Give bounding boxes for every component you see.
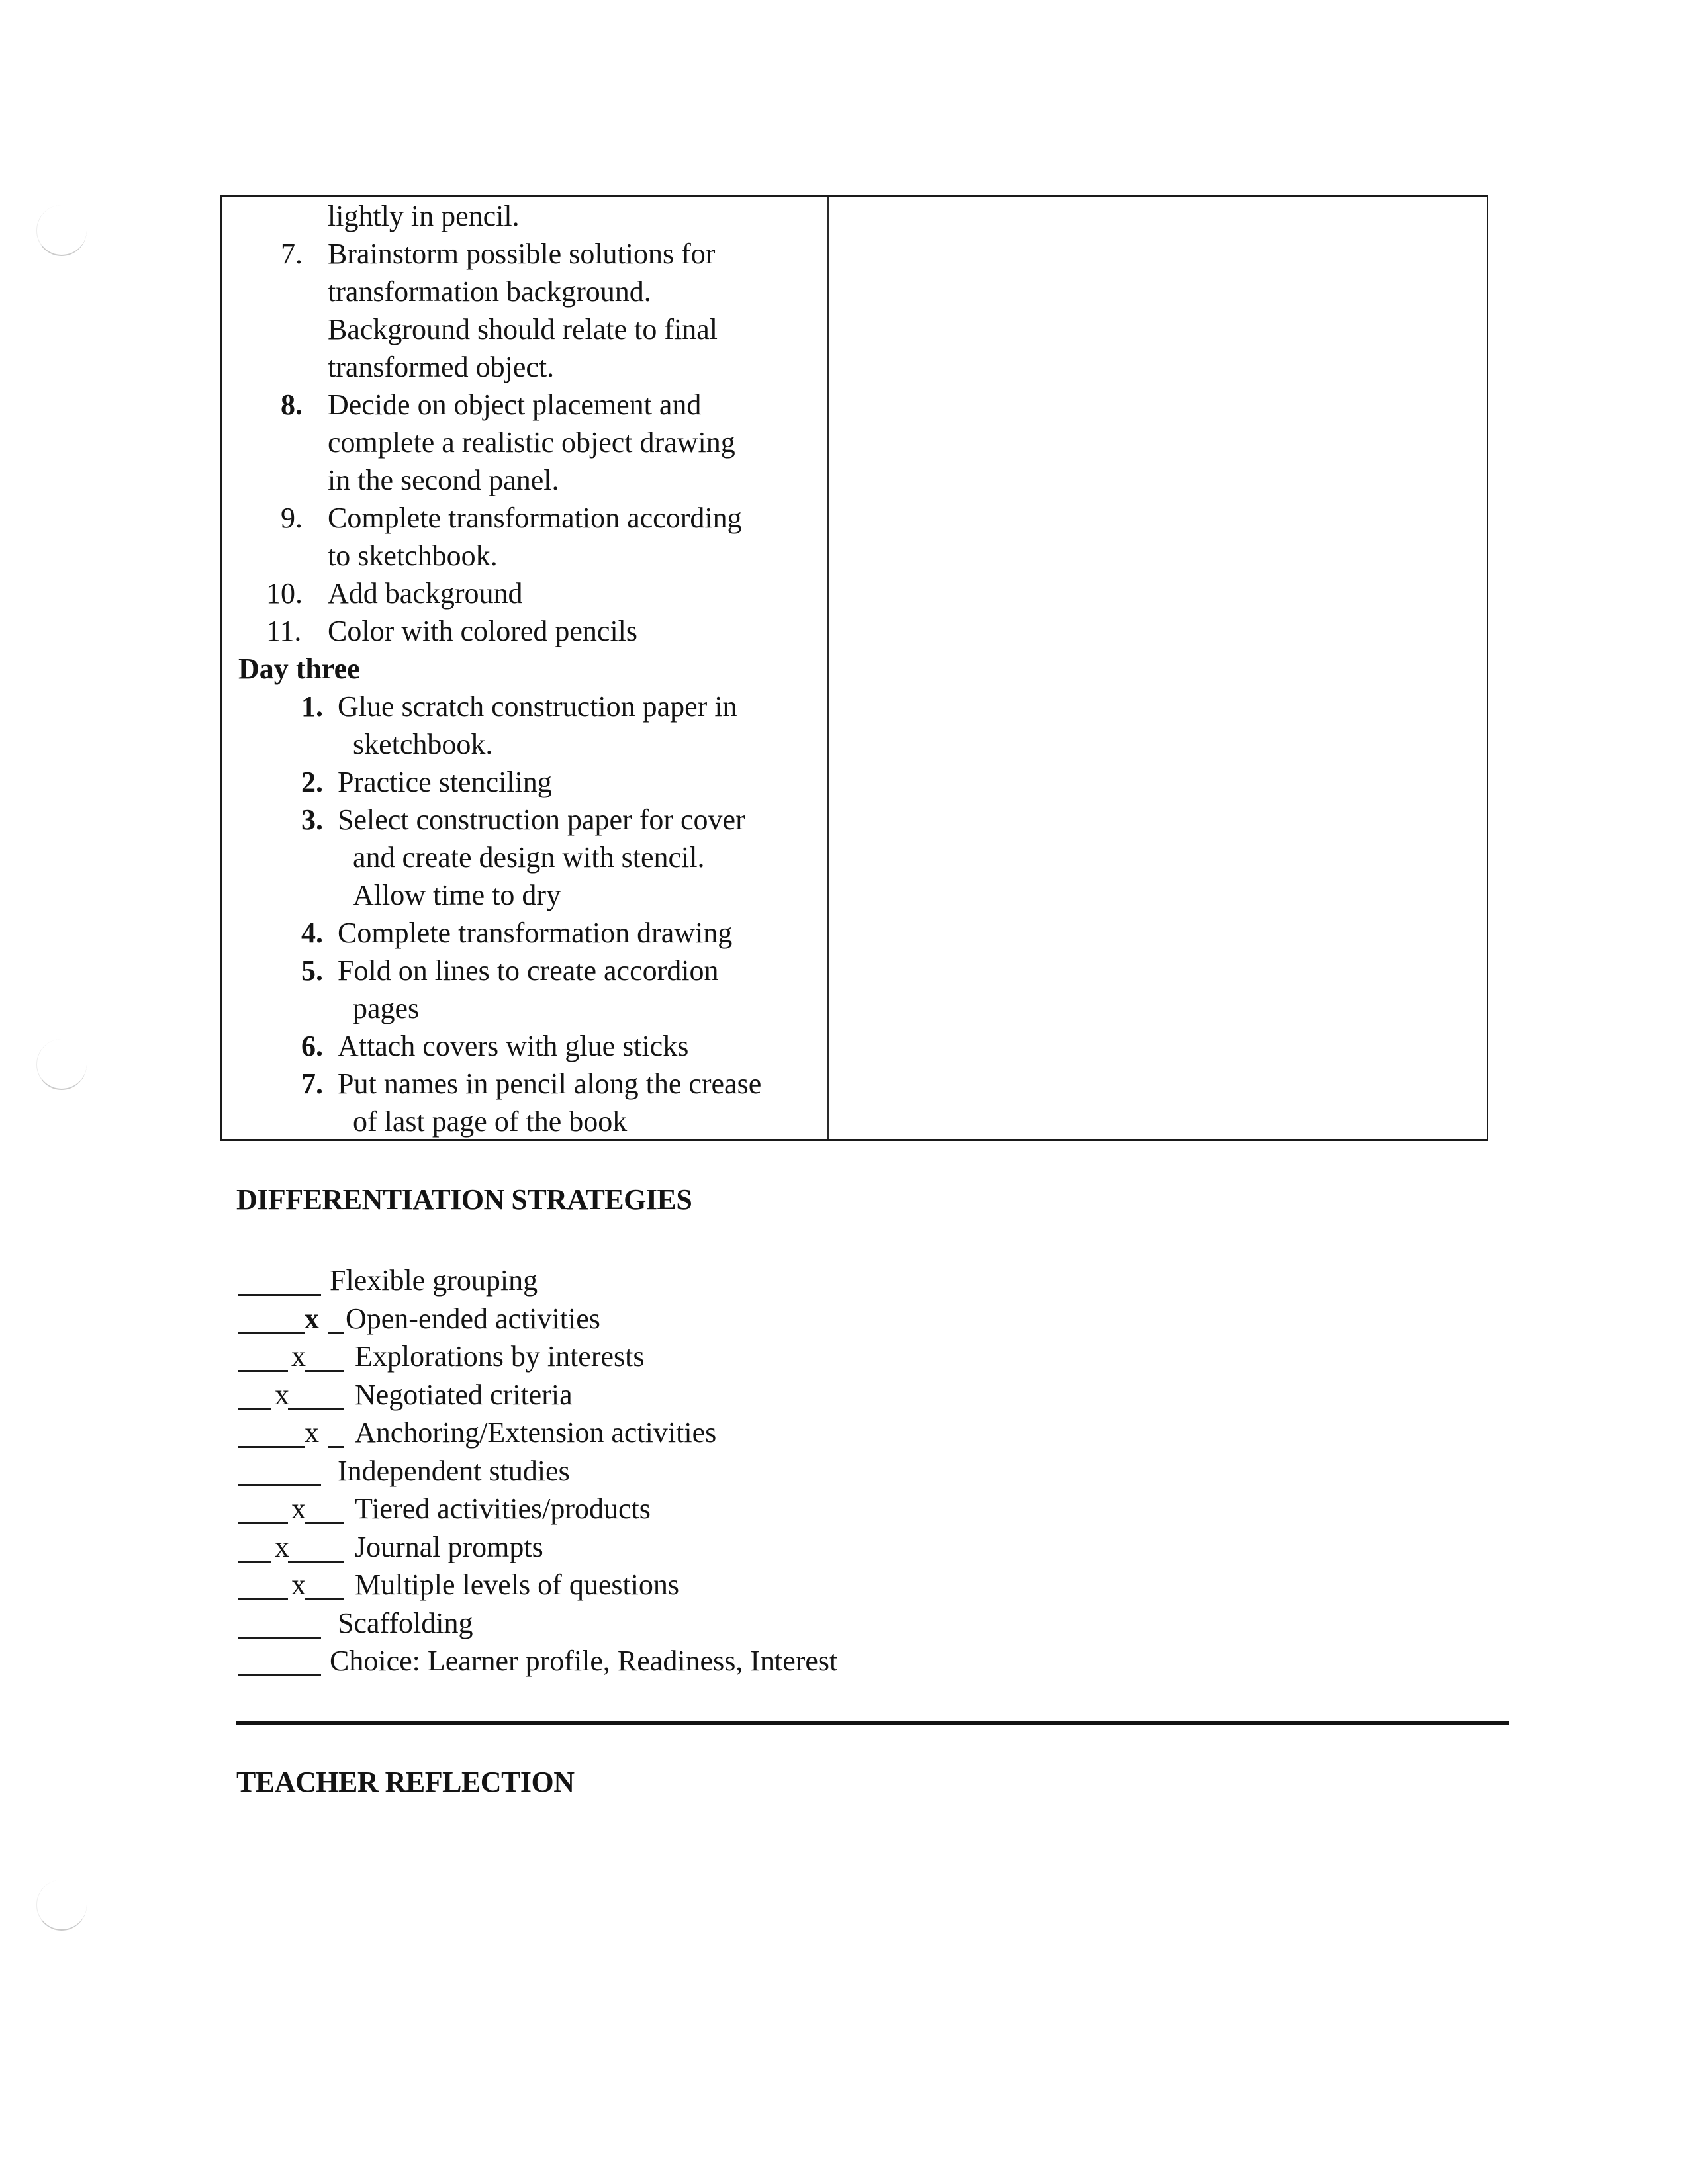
step-number: 1.: [301, 690, 323, 723]
checkbox-blank-line[interactable]: [238, 1561, 271, 1563]
checkbox-blank-line[interactable]: [238, 1637, 321, 1639]
step-text: of last page of the book: [353, 1105, 628, 1138]
step-text: Put names in pencil along the crease: [338, 1068, 762, 1100]
strategy-label: Flexible grouping: [330, 1264, 538, 1297]
step-text: Practice stenciling: [338, 766, 552, 798]
strategy-label: Choice: Learner profile, Readiness, Interest: [330, 1645, 838, 1677]
step-text: Brainstorm possible solutions for: [328, 238, 716, 270]
strategy-item: [238, 1342, 1099, 1375]
step-text: transformation background.: [328, 275, 651, 308]
strategy-item: [238, 1266, 1099, 1299]
step-number: 7.: [281, 238, 303, 270]
check-mark: x: [275, 1530, 289, 1563]
differentiation-heading: DIFFERENTIATION STRATEGIES: [236, 1183, 692, 1216]
teacher-reflection-heading: TEACHER REFLECTION: [236, 1766, 575, 1798]
check-mark: x: [291, 1340, 306, 1373]
checkbox-blank-line[interactable]: [305, 1522, 344, 1524]
step-text: and create design with stencil.: [353, 841, 705, 874]
checkbox-blank-line[interactable]: [238, 1370, 288, 1372]
step-number: 3.: [301, 803, 323, 836]
day-three-heading: Day three: [238, 653, 360, 685]
step-number: 9.: [281, 502, 303, 534]
check-mark: x: [291, 1569, 306, 1601]
strategy-item: [238, 1418, 1099, 1451]
strategy-item: [238, 1647, 1099, 1680]
strategy-label: Multiple levels of questions: [355, 1569, 680, 1601]
checkbox-blank-line[interactable]: [238, 1598, 288, 1600]
checkbox-blank-line[interactable]: [305, 1370, 344, 1372]
checkbox-blank-line[interactable]: [328, 1446, 344, 1448]
strategy-label: Explorations by interests: [355, 1340, 645, 1373]
strategy-label: Anchoring/Extension activities: [355, 1416, 717, 1449]
step-number: 6.: [301, 1030, 323, 1062]
lesson-procedure-table: [220, 195, 1488, 1141]
step-text: in the second panel.: [328, 464, 559, 496]
step-text: sketchbook.: [353, 728, 493, 760]
step-number: 10.: [266, 577, 303, 610]
notes-cell: [831, 197, 1487, 1139]
step-text: complete a realistic object drawing: [328, 426, 735, 459]
checkbox-blank-line[interactable]: [328, 1332, 344, 1334]
strategy-label: Open-ended activities: [346, 1302, 600, 1335]
check-mark: x: [305, 1302, 319, 1335]
step-text: Select construction paper for cover: [338, 803, 745, 836]
step-text: Decide on object placement and: [328, 388, 702, 421]
checkbox-blank-line[interactable]: [238, 1484, 321, 1486]
checkbox-blank-line[interactable]: [238, 1674, 321, 1676]
checkbox-blank-line[interactable]: [288, 1561, 344, 1563]
binder-hole-mark-middle: [36, 1039, 87, 1090]
step-text: Allow time to dry: [353, 879, 561, 911]
step-text: Complete transformation according: [328, 502, 742, 534]
checkbox-blank-line[interactable]: [288, 1408, 344, 1410]
strategy-item: [238, 1454, 1099, 1490]
step-text: Fold on lines to create accordion: [338, 954, 719, 987]
checkbox-blank-line[interactable]: [305, 1598, 344, 1600]
checkbox-blank-line[interactable]: [238, 1522, 288, 1524]
step-number: 11.: [266, 615, 302, 647]
section-divider-rule: [236, 1721, 1509, 1725]
checkbox-blank-line[interactable]: [238, 1446, 305, 1448]
checkbox-blank-line[interactable]: [238, 1408, 271, 1410]
strategy-label: Scaffolding: [338, 1606, 473, 1639]
step-number: 7.: [301, 1068, 323, 1100]
check-mark: x: [291, 1492, 306, 1525]
strategy-item: [238, 1378, 1099, 1414]
step-continuation-text: lightly in pencil.: [328, 200, 520, 232]
checkbox-blank-line[interactable]: [238, 1294, 321, 1296]
strategy-item: [238, 1304, 1099, 1338]
strategy-item: [238, 1494, 1099, 1527]
step-text: Background should relate to final: [328, 313, 718, 345]
step-text: Complete transformation drawing: [338, 917, 733, 949]
strategy-item: [238, 1570, 1099, 1604]
step-text: transformed object.: [328, 351, 555, 383]
strategy-item: [238, 1530, 1099, 1566]
strategy-item: [238, 1606, 1099, 1642]
strategy-label: Journal prompts: [355, 1530, 543, 1563]
check-mark: x: [275, 1378, 289, 1411]
step-text: Glue scratch construction paper in: [338, 690, 737, 723]
table-column-divider: [827, 197, 829, 1139]
strategy-label: Independent studies: [338, 1454, 570, 1487]
step-number: 4.: [301, 917, 323, 949]
step-text: Color with colored pencils: [328, 615, 638, 647]
step-text: to sketchbook.: [328, 539, 498, 572]
step-text: Attach covers with glue sticks: [338, 1030, 689, 1062]
strategy-label: Tiered activities/products: [355, 1492, 651, 1525]
step-number: 8.: [281, 388, 303, 421]
teacher-reflection-content: [236, 1813, 1509, 2078]
checkbox-blank-line[interactable]: [238, 1332, 305, 1334]
binder-hole-mark-bottom: [36, 1880, 87, 1931]
step-text: Add background: [328, 577, 523, 610]
step-number: 5.: [301, 954, 323, 987]
step-text: pages: [353, 992, 420, 1024]
step-number: 2.: [301, 766, 323, 798]
binder-hole-mark-top: [36, 205, 87, 256]
check-mark: x: [305, 1416, 319, 1449]
strategy-label: Negotiated criteria: [355, 1378, 573, 1411]
